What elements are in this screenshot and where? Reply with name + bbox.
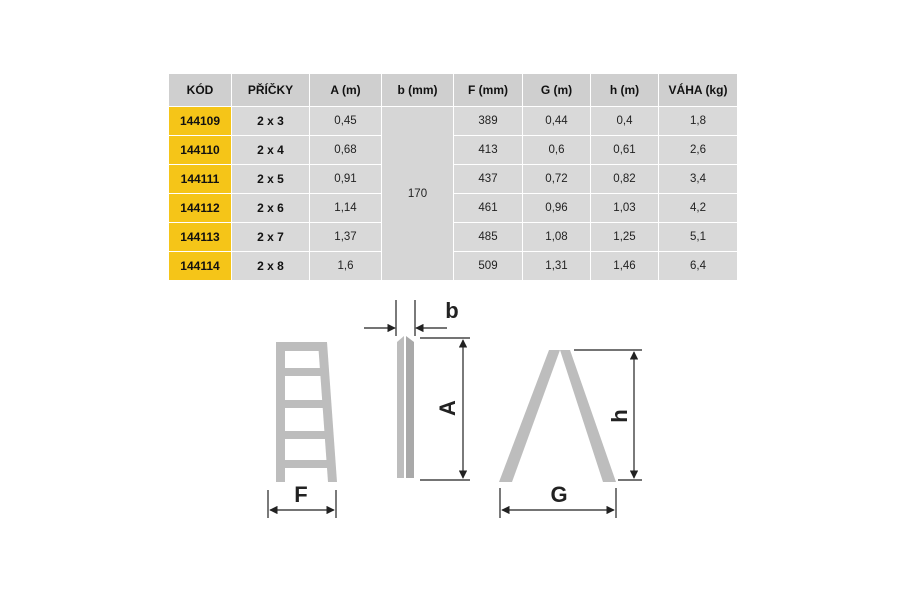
product-code: 144112 bbox=[169, 194, 232, 223]
h-cell: 1,46 bbox=[591, 252, 659, 281]
f-cell: 413 bbox=[454, 136, 523, 165]
rungs-cell: 2 x 5 bbox=[232, 165, 310, 194]
h-cell: 1,25 bbox=[591, 223, 659, 252]
header-f: F (mm) bbox=[454, 74, 523, 107]
rungs-cell: 2 x 4 bbox=[232, 136, 310, 165]
f-cell: 461 bbox=[454, 194, 523, 223]
ladder-open-left-leg bbox=[499, 350, 560, 482]
f-cell: 389 bbox=[454, 107, 523, 136]
product-code: 144113 bbox=[169, 223, 232, 252]
rungs-cell: 2 x 8 bbox=[232, 252, 310, 281]
weight-cell: 1,8 bbox=[659, 107, 738, 136]
header-vaha: VÁHA (kg) bbox=[659, 74, 738, 107]
label-h: h bbox=[607, 409, 632, 423]
rungs-cell: 2 x 6 bbox=[232, 194, 310, 223]
g-cell: 1,31 bbox=[523, 252, 591, 281]
header-kod: KÓD bbox=[169, 74, 232, 107]
weight-cell: 3,4 bbox=[659, 165, 738, 194]
g-cell: 1,08 bbox=[523, 223, 591, 252]
product-code: 144109 bbox=[169, 107, 232, 136]
f-cell: 437 bbox=[454, 165, 523, 194]
ladder-rung bbox=[283, 400, 323, 408]
weight-cell: 5,1 bbox=[659, 223, 738, 252]
ladder-open-view bbox=[499, 350, 642, 518]
h-cell: 0,61 bbox=[591, 136, 659, 165]
a-cell: 1,37 bbox=[310, 223, 382, 252]
header-a: A (m) bbox=[310, 74, 382, 107]
b-merged-cell: 170 bbox=[382, 107, 454, 281]
f-cell: 509 bbox=[454, 252, 523, 281]
product-code: 144114 bbox=[169, 252, 232, 281]
header-h: h (m) bbox=[591, 74, 659, 107]
header-b: b (mm) bbox=[382, 74, 454, 107]
ladder-rung bbox=[283, 368, 321, 376]
ladder-side-rail bbox=[406, 336, 414, 478]
ladder-side-view bbox=[364, 298, 470, 480]
ladder-top-rung bbox=[276, 342, 327, 351]
a-cell: 1,6 bbox=[310, 252, 382, 281]
label-b: b bbox=[445, 298, 459, 323]
a-cell: 0,45 bbox=[310, 107, 382, 136]
ladder-rung bbox=[283, 431, 325, 439]
ladder-rung bbox=[283, 460, 327, 468]
rungs-cell: 2 x 3 bbox=[232, 107, 310, 136]
label-f: F bbox=[294, 482, 308, 507]
product-code: 144111 bbox=[169, 165, 232, 194]
a-cell: 1,14 bbox=[310, 194, 382, 223]
a-cell: 0,91 bbox=[310, 165, 382, 194]
weight-cell: 4,2 bbox=[659, 194, 738, 223]
a-cell: 0,68 bbox=[310, 136, 382, 165]
weight-cell: 6,4 bbox=[659, 252, 738, 281]
rungs-cell: 2 x 7 bbox=[232, 223, 310, 252]
weight-cell: 2,6 bbox=[659, 136, 738, 165]
g-cell: 0,72 bbox=[523, 165, 591, 194]
h-cell: 0,4 bbox=[591, 107, 659, 136]
ladder-front-view bbox=[268, 342, 337, 518]
h-cell: 1,03 bbox=[591, 194, 659, 223]
h-cell: 0,82 bbox=[591, 165, 659, 194]
label-g: G bbox=[550, 482, 568, 507]
product-code: 144110 bbox=[169, 136, 232, 165]
header-g: G (m) bbox=[523, 74, 591, 107]
g-cell: 0,96 bbox=[523, 194, 591, 223]
label-a: A bbox=[435, 400, 460, 416]
ladder-side-rail bbox=[397, 336, 404, 478]
f-cell: 485 bbox=[454, 223, 523, 252]
header-pricky: PŘÍČKY bbox=[232, 74, 310, 107]
g-cell: 0,44 bbox=[523, 107, 591, 136]
g-cell: 0,6 bbox=[523, 136, 591, 165]
